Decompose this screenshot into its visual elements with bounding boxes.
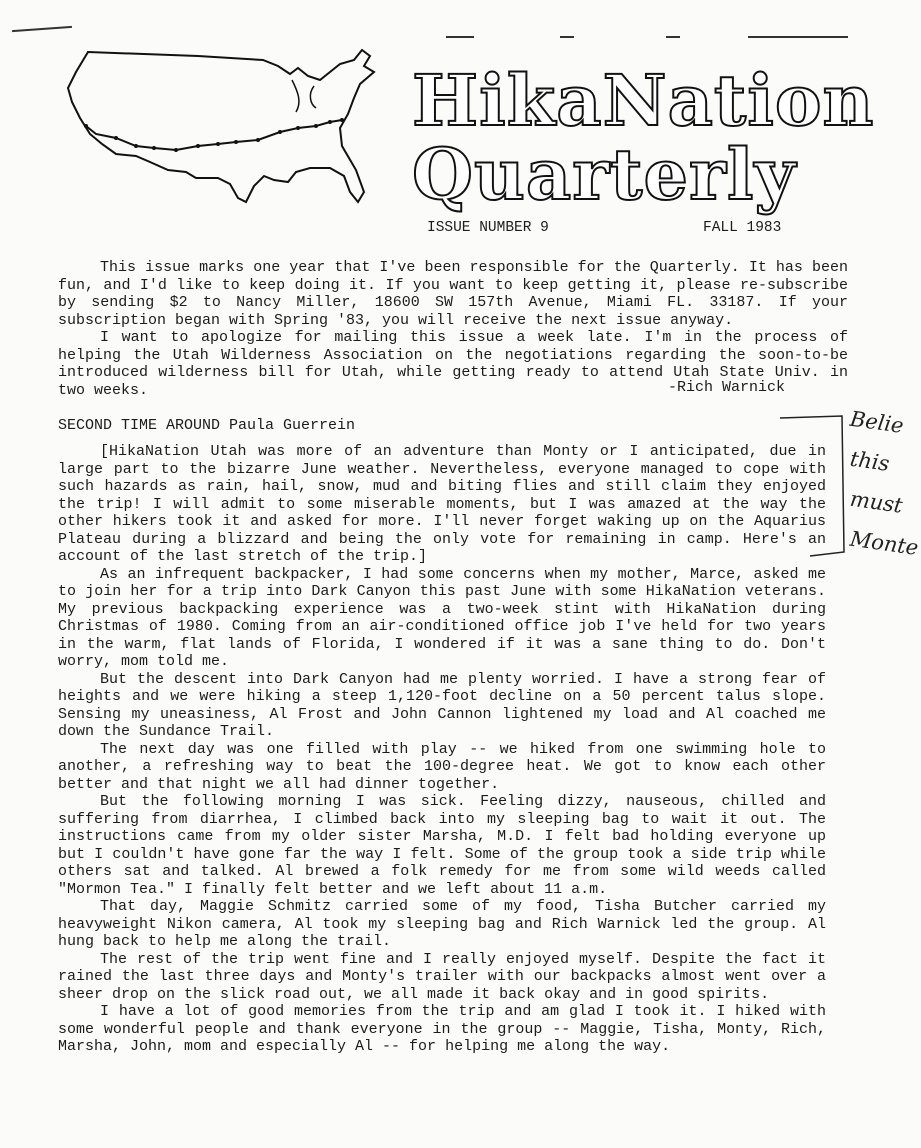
handwritten-word: Belie xyxy=(848,406,906,438)
article-paragraph: The rest of the trip went fine and I really enjoyed myself. Despite the fact it rained the last three days and Monty's trailer with our backpacks almost went over a sheer drop on the slick road out, we all made it back okay and in good spirits. xyxy=(58,950,826,1003)
scan-mark xyxy=(12,26,72,32)
handwritten-word: this xyxy=(848,446,891,476)
handwritten-margin-note xyxy=(848,402,920,562)
article-paragraph: That day, Maggie Schmitz carried some of my food, Tisha Butcher carried my heavyweight Nikon camera, Al took my sleeping bag and Rich Warnick led the group. Al hung back to help me along the trail. xyxy=(58,898,826,950)
article-paragraph: But the following morning I was sick. Feeling dizzy, nauseous, chilled and suffering from diarrhea, I climbed back into my sleeping bag to wait it out. The instructions came from my older sister Marsha, M.D. I felt bad holding everyone up but I couldn't have gone far the way I felt. Some of the group took a side trip while others sat and talked. Al brewed a folk remedy for me from some wild weeds called "Mormon Tea." I finally felt better and we left about 11 a.m. xyxy=(58,793,826,898)
handwritten-word: must xyxy=(848,486,905,518)
issue-season: FALL 1983 xyxy=(703,220,782,236)
masthead-title xyxy=(412,59,875,216)
article-paragraph: As an infrequent backpacker, I had some concerns when my mother, Marce, asked me to join her for a trip into Dark Canyon this past June with some HikaNation veterans. My previous backpacking experience was a two-week stint with HikaNation during Christmas of 1980. Coming from an air-conditioned office job I've held for two years in the warm, flat lands of Florida, I wondered if it was a sane thing to do. Don't worry, mom told me. xyxy=(58,565,826,670)
scan-mark xyxy=(560,36,574,38)
article-paragraph: But the descent into Dark Canyon had me plenty worried. I have a strong fear of heights and we were hiking a steep 1,120-foot decline on a 50 percent talus slope. Sensing my uneasiness, Al Frost and John Cannon lightened my load and Al coached me down the Sundance Trail. xyxy=(58,670,826,740)
scan-mark xyxy=(748,36,848,38)
article-body xyxy=(58,443,826,1056)
scan-mark xyxy=(446,36,474,38)
us-route-map xyxy=(58,42,408,217)
handwritten-bracket xyxy=(770,412,850,562)
issue-number: ISSUE NUMBER 9 xyxy=(427,220,549,236)
handwritten-word: Monte xyxy=(848,526,920,560)
masthead-title-line1: HikaNation xyxy=(412,59,875,142)
editor-intro xyxy=(58,259,848,399)
masthead-title-line2: Quarterly xyxy=(412,133,797,216)
article-heading: SECOND TIME AROUND Paula Guerrein xyxy=(58,417,356,434)
article-paragraph: The next day was one filled with play -- we hiked from one swimming hole to another, a refreshing way to beat the 100-degree heat. We got to know each other better and that night we all had dinner together. xyxy=(58,740,826,793)
intro-paragraph: I want to apologize for mailing this issue a week late. I'm in the process of helping the Utah Wilderness Association on the negotiations regarding the soon-to-be introduced wilderness bill for Utah, while getting ready to attend Utah State Univ. in two weeks. xyxy=(58,329,848,399)
editor-signature: -Rich Warnick xyxy=(668,379,786,396)
intro-paragraph: This issue marks one year that I've been responsible for the Quarterly. It has been fun, and I'd like to keep doing it. If you want to keep getting it, please re-subscribe by sending $2 to Nancy Miller, 18600 SW 157th Avenue, Miami FL. 33187. If your subscription began with Spring '83, you will receive the next issue anyway. xyxy=(58,259,848,329)
scan-mark xyxy=(666,36,680,38)
article-paragraph: [HikaNation Utah was more of an adventure than Monty or I anticipated, due in large part to the bizarre June weather. Nevertheless, everyone managed to cope with such hazards as rain, hail, snow, mud and biting flies and still claim they enjoyed the trip! I will admit to some miserable moments, but I was amazed at the way the other hikers took it and asked for more. I'll never forget waking up on the Aquarius Plateau during a blizzard and being the only vote for remaining in camp. Here's an account of the last stretch of the trip.] xyxy=(58,443,826,565)
article-paragraph: I have a lot of good memories from the trip and am glad I took it. I hiked with some wonderful people and thank everyone in the group -- Maggie, Tisha, Monty, Rich, Marsha, John, mom and especially Al -- for helping me along the way. xyxy=(58,1003,826,1055)
